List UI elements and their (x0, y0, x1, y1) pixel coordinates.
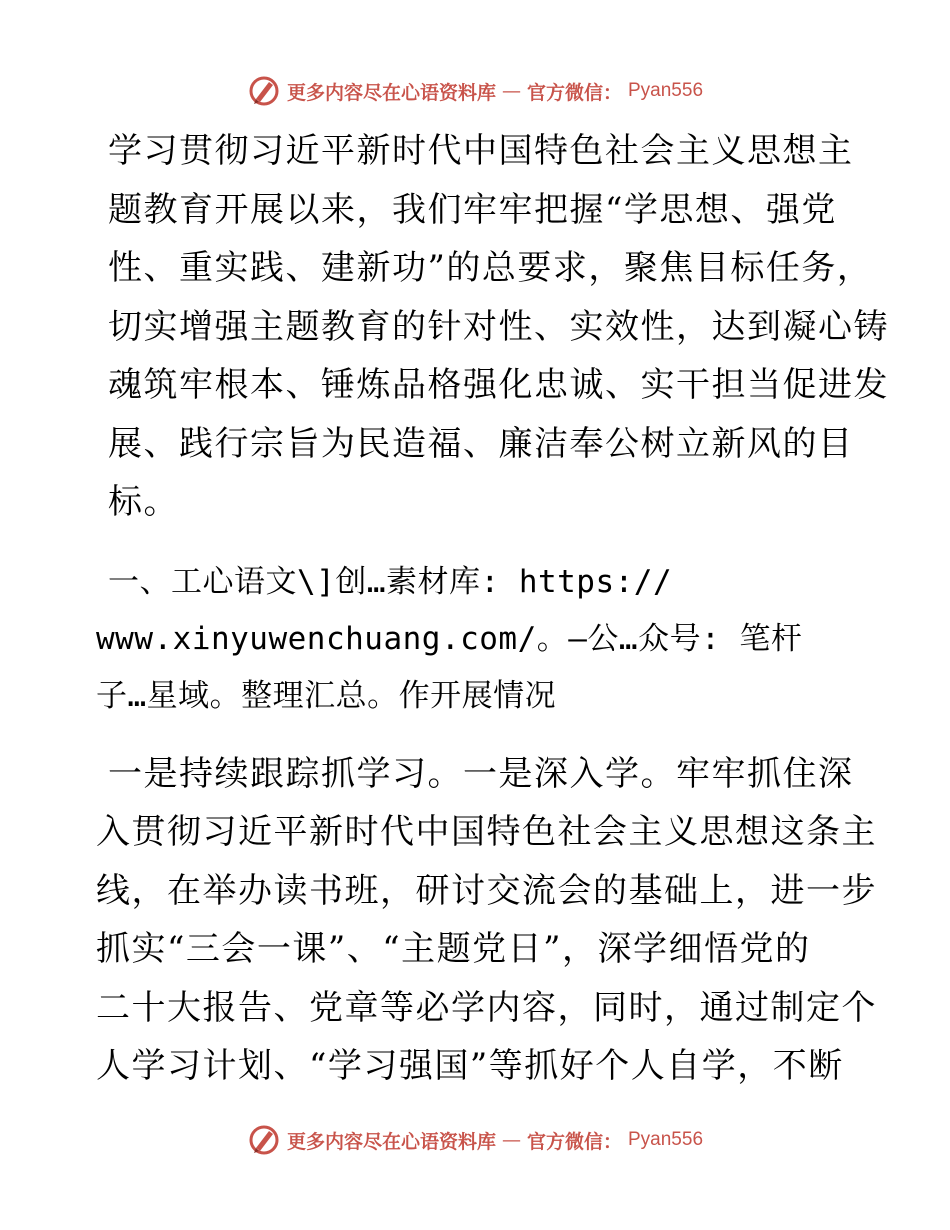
watermark-dash: — (501, 80, 521, 102)
text-line: 抓实“三会一课”、“主题党日”，深学细悟党的 (96, 929, 811, 969)
heading-line: 子…星域。整理汇总。作开展情况 (96, 677, 557, 714)
pen-logo-icon (247, 74, 281, 108)
heading-line: 一、工心语文\]创…素材库: https:// (108, 563, 673, 600)
heading-line: www.xinyuwenchuang.com/。—公…众号: 笔杆 (96, 620, 803, 657)
paragraph-study (96, 745, 877, 1096)
paragraph-intro (96, 122, 889, 532)
watermark-sub-text: 官方微信： (526, 1130, 622, 1153)
text-line: 人学习计划、“学习强国”等抓好个人自学，不断 (96, 1046, 844, 1086)
watermark-wechat-id: Pyan556 (628, 80, 704, 101)
text-line: 展、践行宗旨为民造福、廉洁奉公树立新风的目 (108, 423, 854, 464)
watermark-dash: — (501, 1129, 521, 1151)
text-line: 入贯彻习近平新时代中国特色社会主义思想这条主 (96, 812, 877, 852)
watermark-footer (0, 1120, 950, 1160)
text-line: 题教育开展以来，我们牢牢把握“学思想、强党 (108, 189, 837, 230)
text-line: 切实增强主题教育的针对性、实效性，达到凝心铸 (108, 306, 889, 347)
text-line: 二十大报告、党章等必学内容，同时，通过制定个 (96, 987, 877, 1028)
watermark-main-text: 更多内容尽在心语资料库 (286, 81, 496, 104)
watermark-header (0, 71, 950, 111)
text-line: 一是持续跟踪抓学习。一是深入学。牢牢抓住深 (108, 753, 854, 794)
watermark-main-text: 更多内容尽在心语资料库 (286, 1130, 496, 1153)
watermark-wechat-id: Pyan556 (628, 1129, 704, 1150)
text-line: 标。 (108, 482, 179, 522)
text-line: 魂筑牢根本、锤炼品格强化忠诚、实干担当促进发 (108, 365, 889, 405)
text-line: 性、重实践、建新功”的总要求，聚焦目标任务， (108, 248, 873, 288)
pen-logo-icon (247, 1123, 281, 1157)
watermark-sub-text: 官方微信： (526, 81, 622, 104)
text-line: 线，在举办读书班，研讨交流会的基础上，进一步 (96, 870, 877, 911)
document-body (96, 122, 889, 1096)
section-heading (96, 554, 856, 725)
text-line: 学习贯彻习近平新时代中国特色社会主义思想主 (108, 131, 854, 171)
